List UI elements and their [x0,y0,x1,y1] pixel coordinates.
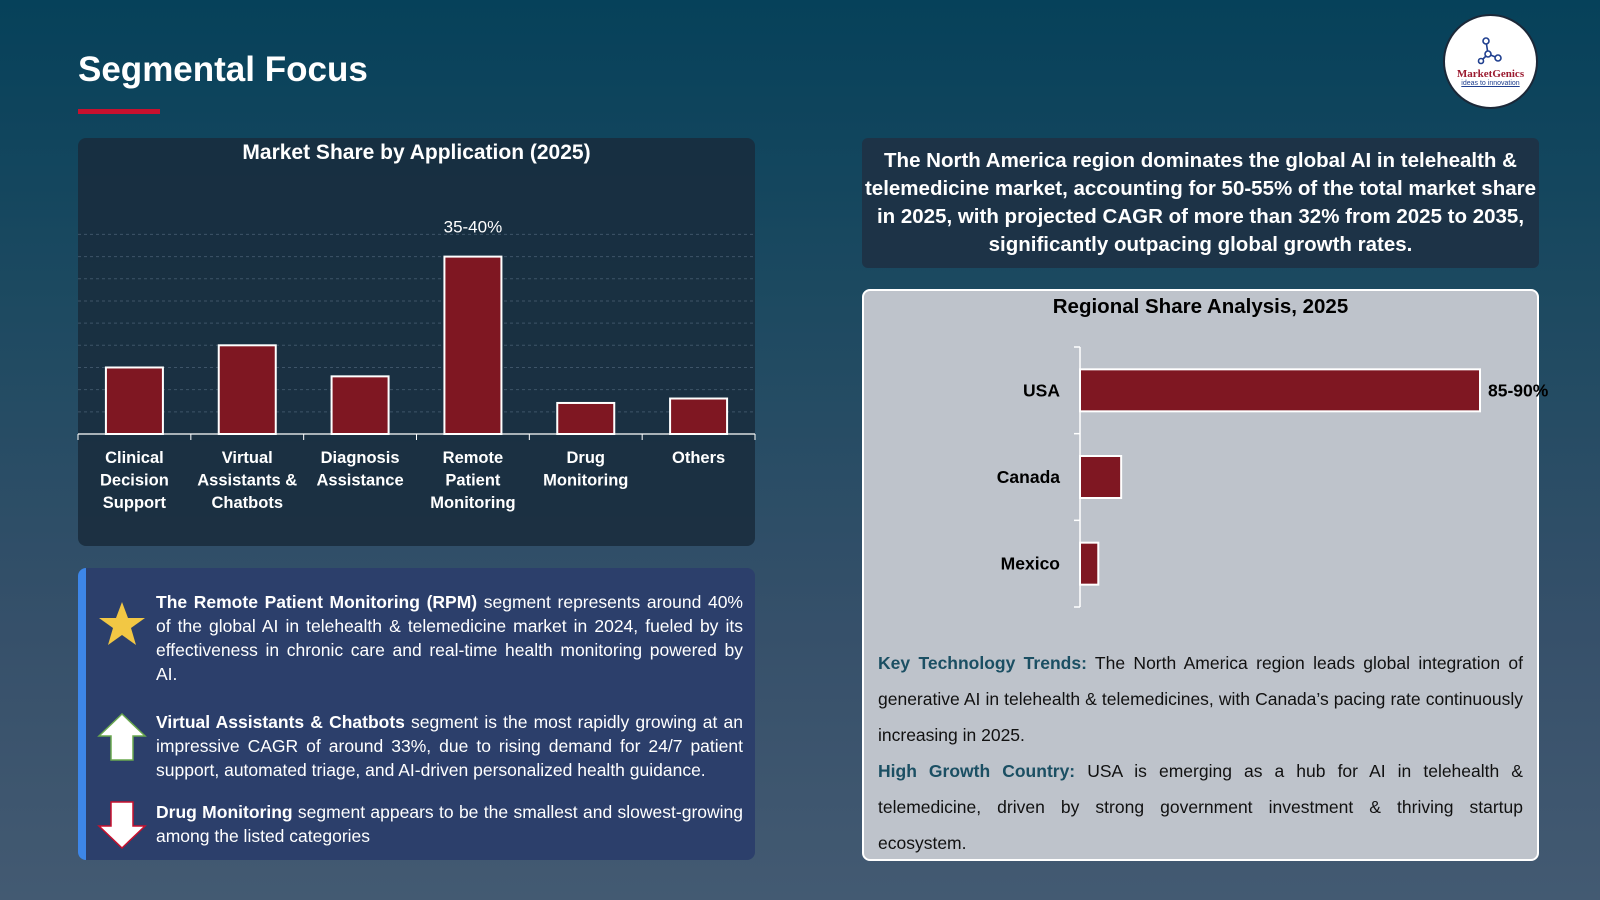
category-label: Assistance [316,471,404,490]
trends-text [878,645,1523,861]
title-underline [78,109,160,114]
application-bar-chart [78,138,755,546]
insight-virtual-assistants [92,710,743,782]
high-growth-country: High Growth Country: USA is emerging as a hub for AI in telehealth & telemedicine, driven by strong government investment & thriving startup ecosystem. [878,761,1523,853]
logo-brand: MarketGenics [1456,68,1525,80]
category-label: Virtual [221,449,273,467]
logo-tagline: ideas to innovation [1461,80,1520,87]
application-chart-title: Market Share by Application (2025) [242,141,591,164]
category-label: Decision [100,471,169,490]
bar [332,376,389,434]
category-label: Chatbots [211,494,283,512]
region-label: USA [1023,380,1060,401]
bar [670,399,727,434]
region-bar [1080,543,1098,585]
key-technology-trends: Key Technology Trends: The North America region leads global integration of generative AI in telehealth & telemedicines, with Canada’s pacing rate continuously increasing in 2025. [878,653,1523,745]
bar [219,345,276,434]
insight-rpm [92,590,743,686]
category-label: Remote [442,449,504,467]
bar-data-label: 35-40% [443,217,503,237]
regional-bar-chart [864,291,1549,621]
company-logo [1443,14,1538,109]
bar [106,367,163,434]
page-title: Segmental Focus [78,50,368,89]
category-label: Drug [566,449,605,467]
region-label: Canada [996,467,1060,487]
region-bar [1080,456,1121,498]
insights-panel [78,568,755,860]
application-chart-panel [78,138,755,546]
region-bar [1080,369,1480,411]
regional-chart-panel [862,289,1549,861]
insight-virtual-assistants-text: Virtual Assistants & Chatbots segment is the most rapidly growing at an impressive CAGR of around 33%, due to rising demand for 24/7 patient support, automated triage, and AI-driven personalized health guidance. [156,712,743,780]
star-icon [98,600,146,648]
category-label: Support [102,494,167,512]
bar [557,403,614,434]
arrow-down-icon [97,800,147,850]
category-label: Assistants & [197,471,298,490]
summary-panel: The North America region dominates the global AI in telehealth & telemedicine market, accounting for 50-55% of the total market share in 2025, with projected CAGR of more than 32% from 2025 to 2035, significantly outpacing global growth rates. [862,138,1539,268]
molecule-icon [1476,36,1506,66]
regional-chart-title: Regional Share Analysis, 2025 [1052,295,1349,318]
region-label: Mexico [1000,553,1060,574]
region-data-label: 85-90% [1488,380,1549,401]
arrow-up-icon [97,712,147,762]
category-label: Clinical [105,449,164,467]
insight-drug-monitoring-text: Drug Monitoring segment appears to be the smallest and slowest-growing among the listed categories [156,802,743,846]
category-label: Monitoring [543,471,629,490]
insight-rpm-text: The Remote Patient Monitoring (RPM) segment represents around 40% of the global AI in telehealth & telemedicine market in 2024, fueled by its effectiveness in chronic care and real-time health monitoring powered by AI. [156,592,743,684]
category-label: Others [671,449,726,467]
category-label: Monitoring [430,494,516,512]
bar [444,257,501,434]
category-label: Patient [445,471,501,490]
category-label: Diagnosis [320,449,400,467]
insight-drug-monitoring [92,800,743,850]
